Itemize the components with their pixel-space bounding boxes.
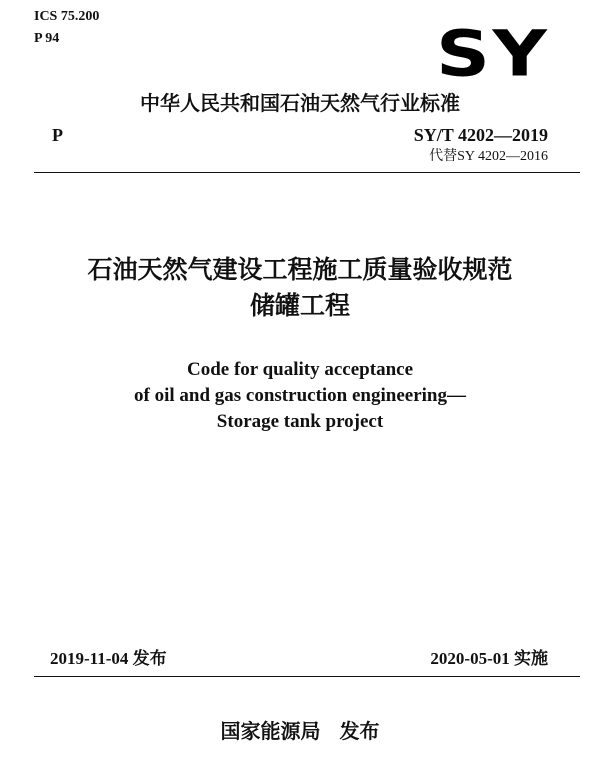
title-en-line2: of oil and gas construction engineering— [134, 385, 466, 406]
title-cn-line1: 石油天然气建设工程施工质量验收规范 [87, 255, 513, 284]
ccs-code: P 94 [34, 31, 60, 46]
title-en-line3: Storage tank project [216, 411, 384, 432]
title-en-line1: Code for quality acceptance [186, 359, 414, 380]
organization-title: 中华人民共和国石油天然气行业标准 [140, 91, 460, 115]
category-letter: P [52, 125, 63, 145]
publisher: 国家能源局 发布 [220, 719, 380, 743]
ics-code: ICS 75.200 [34, 9, 100, 24]
implementation-date: 2020-05-01 实施 [430, 649, 548, 668]
sy-logo: SY [436, 18, 550, 92]
replaces-standard: 代替SY 4202—2016 [429, 149, 548, 164]
standard-number: SY/T 4202—2019 [413, 125, 548, 145]
issue-date: 2019-11-04 发布 [50, 649, 167, 668]
bottom-divider [34, 676, 580, 677]
top-divider [34, 172, 580, 173]
title-cn-line2: 储罐工程 [249, 291, 350, 320]
